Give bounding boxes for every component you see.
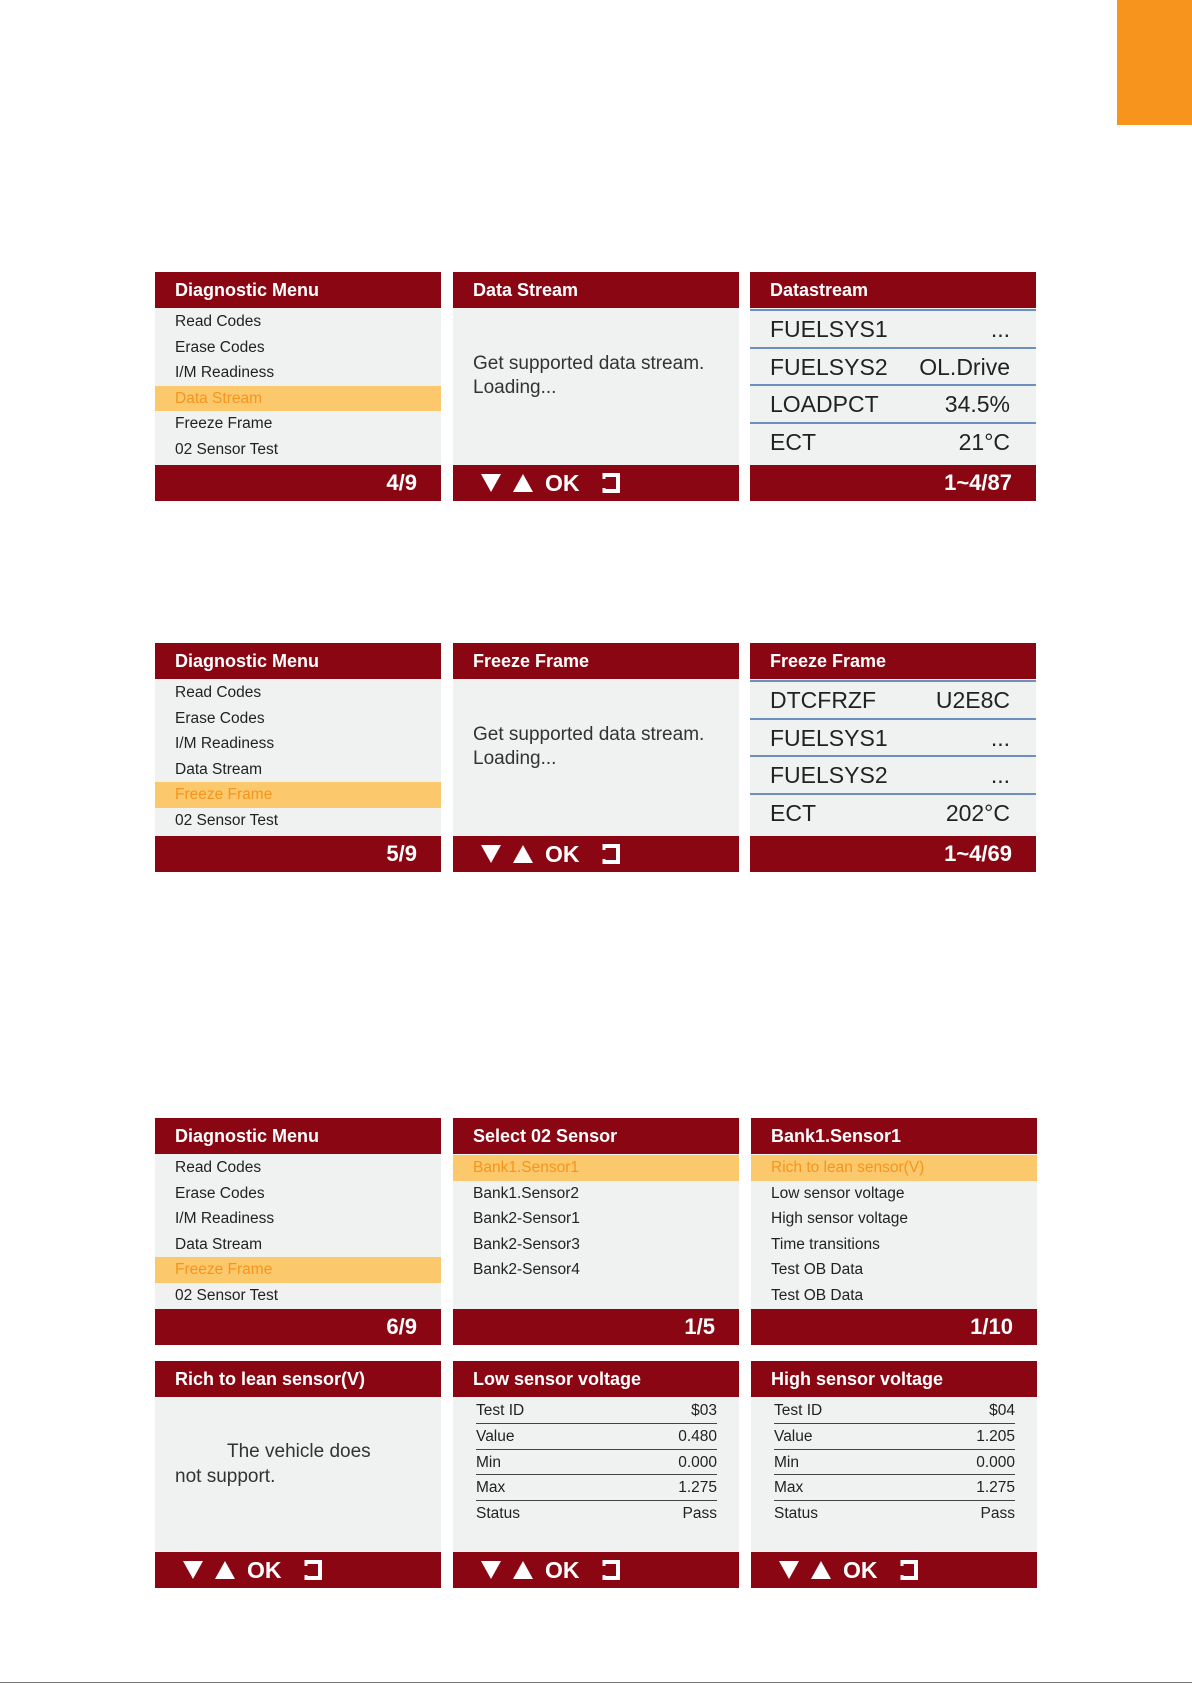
- screen-low-sensor-voltage: [453, 1361, 739, 1588]
- data-row: [750, 795, 1036, 833]
- screen-footer: [453, 1309, 739, 1345]
- back-icon[interactable]: [602, 472, 622, 494]
- menu-item-read-codes[interactable]: Read Codes: [175, 313, 262, 330]
- loading-message: Get supported data stream. Loading...: [473, 353, 705, 398]
- up-arrow-icon[interactable]: [513, 1561, 533, 1579]
- screen-footer: [750, 465, 1036, 501]
- data-label: FUELSYS1: [770, 316, 888, 342]
- menu-item-data-stream[interactable]: Data Stream: [155, 386, 441, 412]
- page-indicator: 1/10: [970, 1314, 1013, 1339]
- menu-list: [155, 1155, 441, 1308]
- menu-item-im-readiness[interactable]: I/M Readiness: [175, 364, 275, 381]
- row-label: Max: [774, 1479, 804, 1497]
- ok-button[interactable]: OK: [545, 470, 580, 496]
- test-item[interactable]: High sensor voltage: [771, 1210, 908, 1227]
- screen-freeze-frame-loading: [453, 643, 739, 872]
- result-table: [751, 1398, 1037, 1527]
- screen-footer: [155, 465, 441, 501]
- screen-title: Bank1.Sensor1: [751, 1118, 1037, 1154]
- data-label: FUELSYS2: [770, 762, 888, 788]
- menu-item-read-codes[interactable]: Read Codes: [175, 684, 262, 701]
- sensor-item[interactable]: Bank2-Sensor4: [473, 1261, 580, 1278]
- row-value: 0.000: [976, 1453, 1015, 1471]
- screen-datastream-values: [750, 272, 1036, 501]
- back-icon[interactable]: [602, 1559, 622, 1581]
- chapter-tab: [1117, 0, 1192, 125]
- row-value: 1.205: [976, 1427, 1015, 1445]
- menu-item-freeze-frame[interactable]: Freeze Frame: [175, 415, 273, 432]
- row-label: Value: [476, 1427, 515, 1445]
- down-arrow-icon[interactable]: [779, 1561, 799, 1579]
- up-arrow-icon[interactable]: [811, 1561, 831, 1579]
- data-list: [750, 680, 1036, 832]
- row-value: $03: [691, 1402, 717, 1419]
- row-value: Pass: [980, 1505, 1015, 1523]
- row-label: Test ID: [774, 1402, 823, 1419]
- test-item[interactable]: Test OB Data: [771, 1286, 864, 1304]
- row-label: Min: [774, 1453, 799, 1471]
- menu-item-data-stream[interactable]: Data Stream: [175, 1235, 263, 1253]
- screen-title: Diagnostic Menu: [155, 643, 441, 679]
- screen-bank1-sensor1: [751, 1118, 1037, 1345]
- sensor-item[interactable]: Bank1.Sensor1: [453, 1155, 739, 1181]
- screen-title: Diagnostic Menu: [155, 1118, 441, 1154]
- ok-button[interactable]: OK: [247, 1557, 282, 1583]
- table-row: [774, 1450, 1015, 1476]
- data-value: ...: [990, 724, 1010, 751]
- screen-footer: [155, 1552, 441, 1588]
- row-label: Value: [774, 1427, 813, 1445]
- row-label: Status: [476, 1505, 520, 1523]
- sensor-item[interactable]: Bank2-Sensor1: [473, 1210, 580, 1227]
- test-list: [751, 1155, 1037, 1308]
- screen-title: Select 02 Sensor: [453, 1118, 739, 1154]
- row-value: 1.275: [678, 1479, 717, 1497]
- screen-select-o2-sensor: [453, 1118, 739, 1345]
- back-icon[interactable]: [900, 1559, 920, 1581]
- menu-item-o2-sensor-test[interactable]: 02 Sensor Test: [175, 1286, 279, 1304]
- menu-item-read-codes[interactable]: Read Codes: [175, 1159, 262, 1176]
- screen-title: Low sensor voltage: [453, 1361, 739, 1397]
- down-arrow-icon[interactable]: [481, 474, 501, 492]
- page-indicator: 4/9: [386, 470, 417, 495]
- up-arrow-icon[interactable]: [513, 474, 533, 492]
- table-row: [774, 1424, 1015, 1450]
- data-row: [750, 311, 1036, 349]
- up-arrow-icon[interactable]: [215, 1561, 235, 1579]
- screen-rich-to-lean: [155, 1361, 441, 1588]
- data-value: 34.5%: [944, 391, 1010, 417]
- screen-high-sensor-voltage: [751, 1361, 1037, 1588]
- down-arrow-icon[interactable]: [481, 1561, 501, 1579]
- screen-footer: [751, 1309, 1037, 1345]
- screen-title: High sensor voltage: [751, 1361, 1037, 1397]
- data-label: ECT: [770, 428, 816, 455]
- menu-item-im-readiness[interactable]: I/M Readiness: [175, 735, 275, 752]
- data-label: LOADPCT: [770, 391, 879, 417]
- page-indicator: 5/9: [386, 841, 417, 866]
- menu-item-erase-codes[interactable]: Erase Codes: [175, 338, 265, 356]
- result-table: [453, 1398, 739, 1527]
- screen-footer: [750, 836, 1036, 872]
- row-label: Status: [774, 1505, 818, 1523]
- menu-item-erase-codes[interactable]: Erase Codes: [175, 709, 265, 727]
- data-row: [750, 757, 1036, 795]
- data-label: DTCFRZF: [770, 687, 877, 713]
- menu-list: [155, 309, 441, 462]
- data-value: OL.Drive: [919, 353, 1010, 380]
- page-indicator: 1~4/69: [944, 841, 1012, 866]
- menu-item-o2-sensor-test[interactable]: 02 Sensor Test: [175, 811, 279, 829]
- data-list: [750, 309, 1036, 461]
- screen-title: Rich to lean sensor(V): [155, 1361, 441, 1397]
- menu-item-data-stream[interactable]: Data Stream: [175, 760, 263, 778]
- back-icon[interactable]: [304, 1559, 324, 1581]
- data-row: [750, 386, 1036, 424]
- test-item[interactable]: Rich to lean sensor(V): [751, 1155, 1037, 1181]
- page-indicator: 1~4/87: [944, 470, 1012, 495]
- data-row: [750, 424, 1036, 462]
- menu-item-freeze-frame[interactable]: Freeze Frame: [155, 782, 441, 808]
- table-row: [774, 1398, 1015, 1424]
- row-value: Pass: [682, 1505, 717, 1523]
- back-icon[interactable]: [602, 843, 622, 865]
- data-row: [750, 720, 1036, 758]
- menu-item-freeze-frame[interactable]: Freeze Frame: [155, 1257, 441, 1283]
- screen-title: Datastream: [750, 272, 1036, 308]
- up-arrow-icon[interactable]: [513, 845, 533, 863]
- data-row: [750, 349, 1036, 387]
- ok-button[interactable]: OK: [545, 1557, 580, 1583]
- row-label: Min: [476, 1453, 501, 1471]
- test-item[interactable]: Test OB Data: [771, 1261, 864, 1278]
- menu-item-erase-codes[interactable]: Erase Codes: [175, 1184, 265, 1202]
- screen-title: Freeze Frame: [750, 643, 1036, 679]
- row-value: $04: [989, 1402, 1015, 1419]
- sensor-item[interactable]: Bank2-Sensor3: [473, 1235, 580, 1253]
- menu-list: [155, 680, 441, 833]
- data-value: ...: [990, 762, 1010, 788]
- page-indicator: 1/5: [684, 1314, 715, 1339]
- table-row: [476, 1501, 717, 1527]
- row-value: 0.480: [678, 1427, 717, 1445]
- data-value: 21°C: [958, 428, 1010, 455]
- table-row: [774, 1475, 1015, 1501]
- data-row: [750, 682, 1036, 720]
- screen-footer: [453, 465, 739, 501]
- screen-diagnostic-menu-3: [155, 1118, 441, 1345]
- row-label: Max: [476, 1479, 506, 1497]
- row-label: Test ID: [476, 1402, 525, 1419]
- data-label: ECT: [770, 799, 816, 826]
- screen-data-stream-loading: [453, 272, 739, 501]
- screen-footer: [155, 836, 441, 872]
- screen-footer: [453, 836, 739, 872]
- data-label: FUELSYS2: [770, 353, 888, 380]
- test-item[interactable]: Low sensor voltage: [771, 1184, 905, 1202]
- page-indicator: 6/9: [386, 1314, 417, 1339]
- message-line-1: The vehicle does: [227, 1441, 371, 1462]
- screen-title: Diagnostic Menu: [155, 272, 441, 308]
- sensor-item[interactable]: Bank1.Sensor2: [473, 1184, 579, 1202]
- screen-freeze-frame-values: [750, 643, 1036, 872]
- row-value: 0.000: [678, 1453, 717, 1471]
- ok-button[interactable]: OK: [843, 1557, 878, 1583]
- table-row: [476, 1450, 717, 1476]
- message-line-2: not support.: [175, 1466, 276, 1487]
- loading-message: Get supported data stream. Loading...: [473, 724, 705, 769]
- table-row: [476, 1398, 717, 1424]
- screen-diagnostic-menu-2: [155, 643, 441, 872]
- menu-item-o2-sensor-test[interactable]: 02 Sensor Test: [175, 440, 279, 458]
- data-label: FUELSYS1: [770, 724, 888, 751]
- table-row: [476, 1475, 717, 1501]
- table-row: [774, 1501, 1015, 1527]
- screen-footer: [751, 1552, 1037, 1588]
- table-row: [476, 1424, 717, 1450]
- screen-footer: [453, 1552, 739, 1588]
- data-value: ...: [990, 316, 1010, 342]
- data-value: U2E8C: [935, 687, 1010, 713]
- test-item[interactable]: Time transitions: [771, 1235, 880, 1253]
- screen-diagnostic-menu-1: [155, 272, 441, 501]
- down-arrow-icon[interactable]: [183, 1561, 203, 1579]
- data-value: 202°C: [945, 799, 1010, 826]
- page-bottom-rule: [0, 1682, 1192, 1683]
- screen-title: Freeze Frame: [453, 643, 739, 679]
- sensor-list: [453, 1155, 739, 1283]
- down-arrow-icon[interactable]: [481, 845, 501, 863]
- unsupported-message: [175, 1439, 431, 1489]
- menu-item-im-readiness[interactable]: I/M Readiness: [175, 1210, 275, 1227]
- row-value: 1.275: [976, 1479, 1015, 1497]
- screen-footer: [155, 1309, 441, 1345]
- ok-button[interactable]: OK: [545, 841, 580, 867]
- screen-title: Data Stream: [453, 272, 739, 308]
